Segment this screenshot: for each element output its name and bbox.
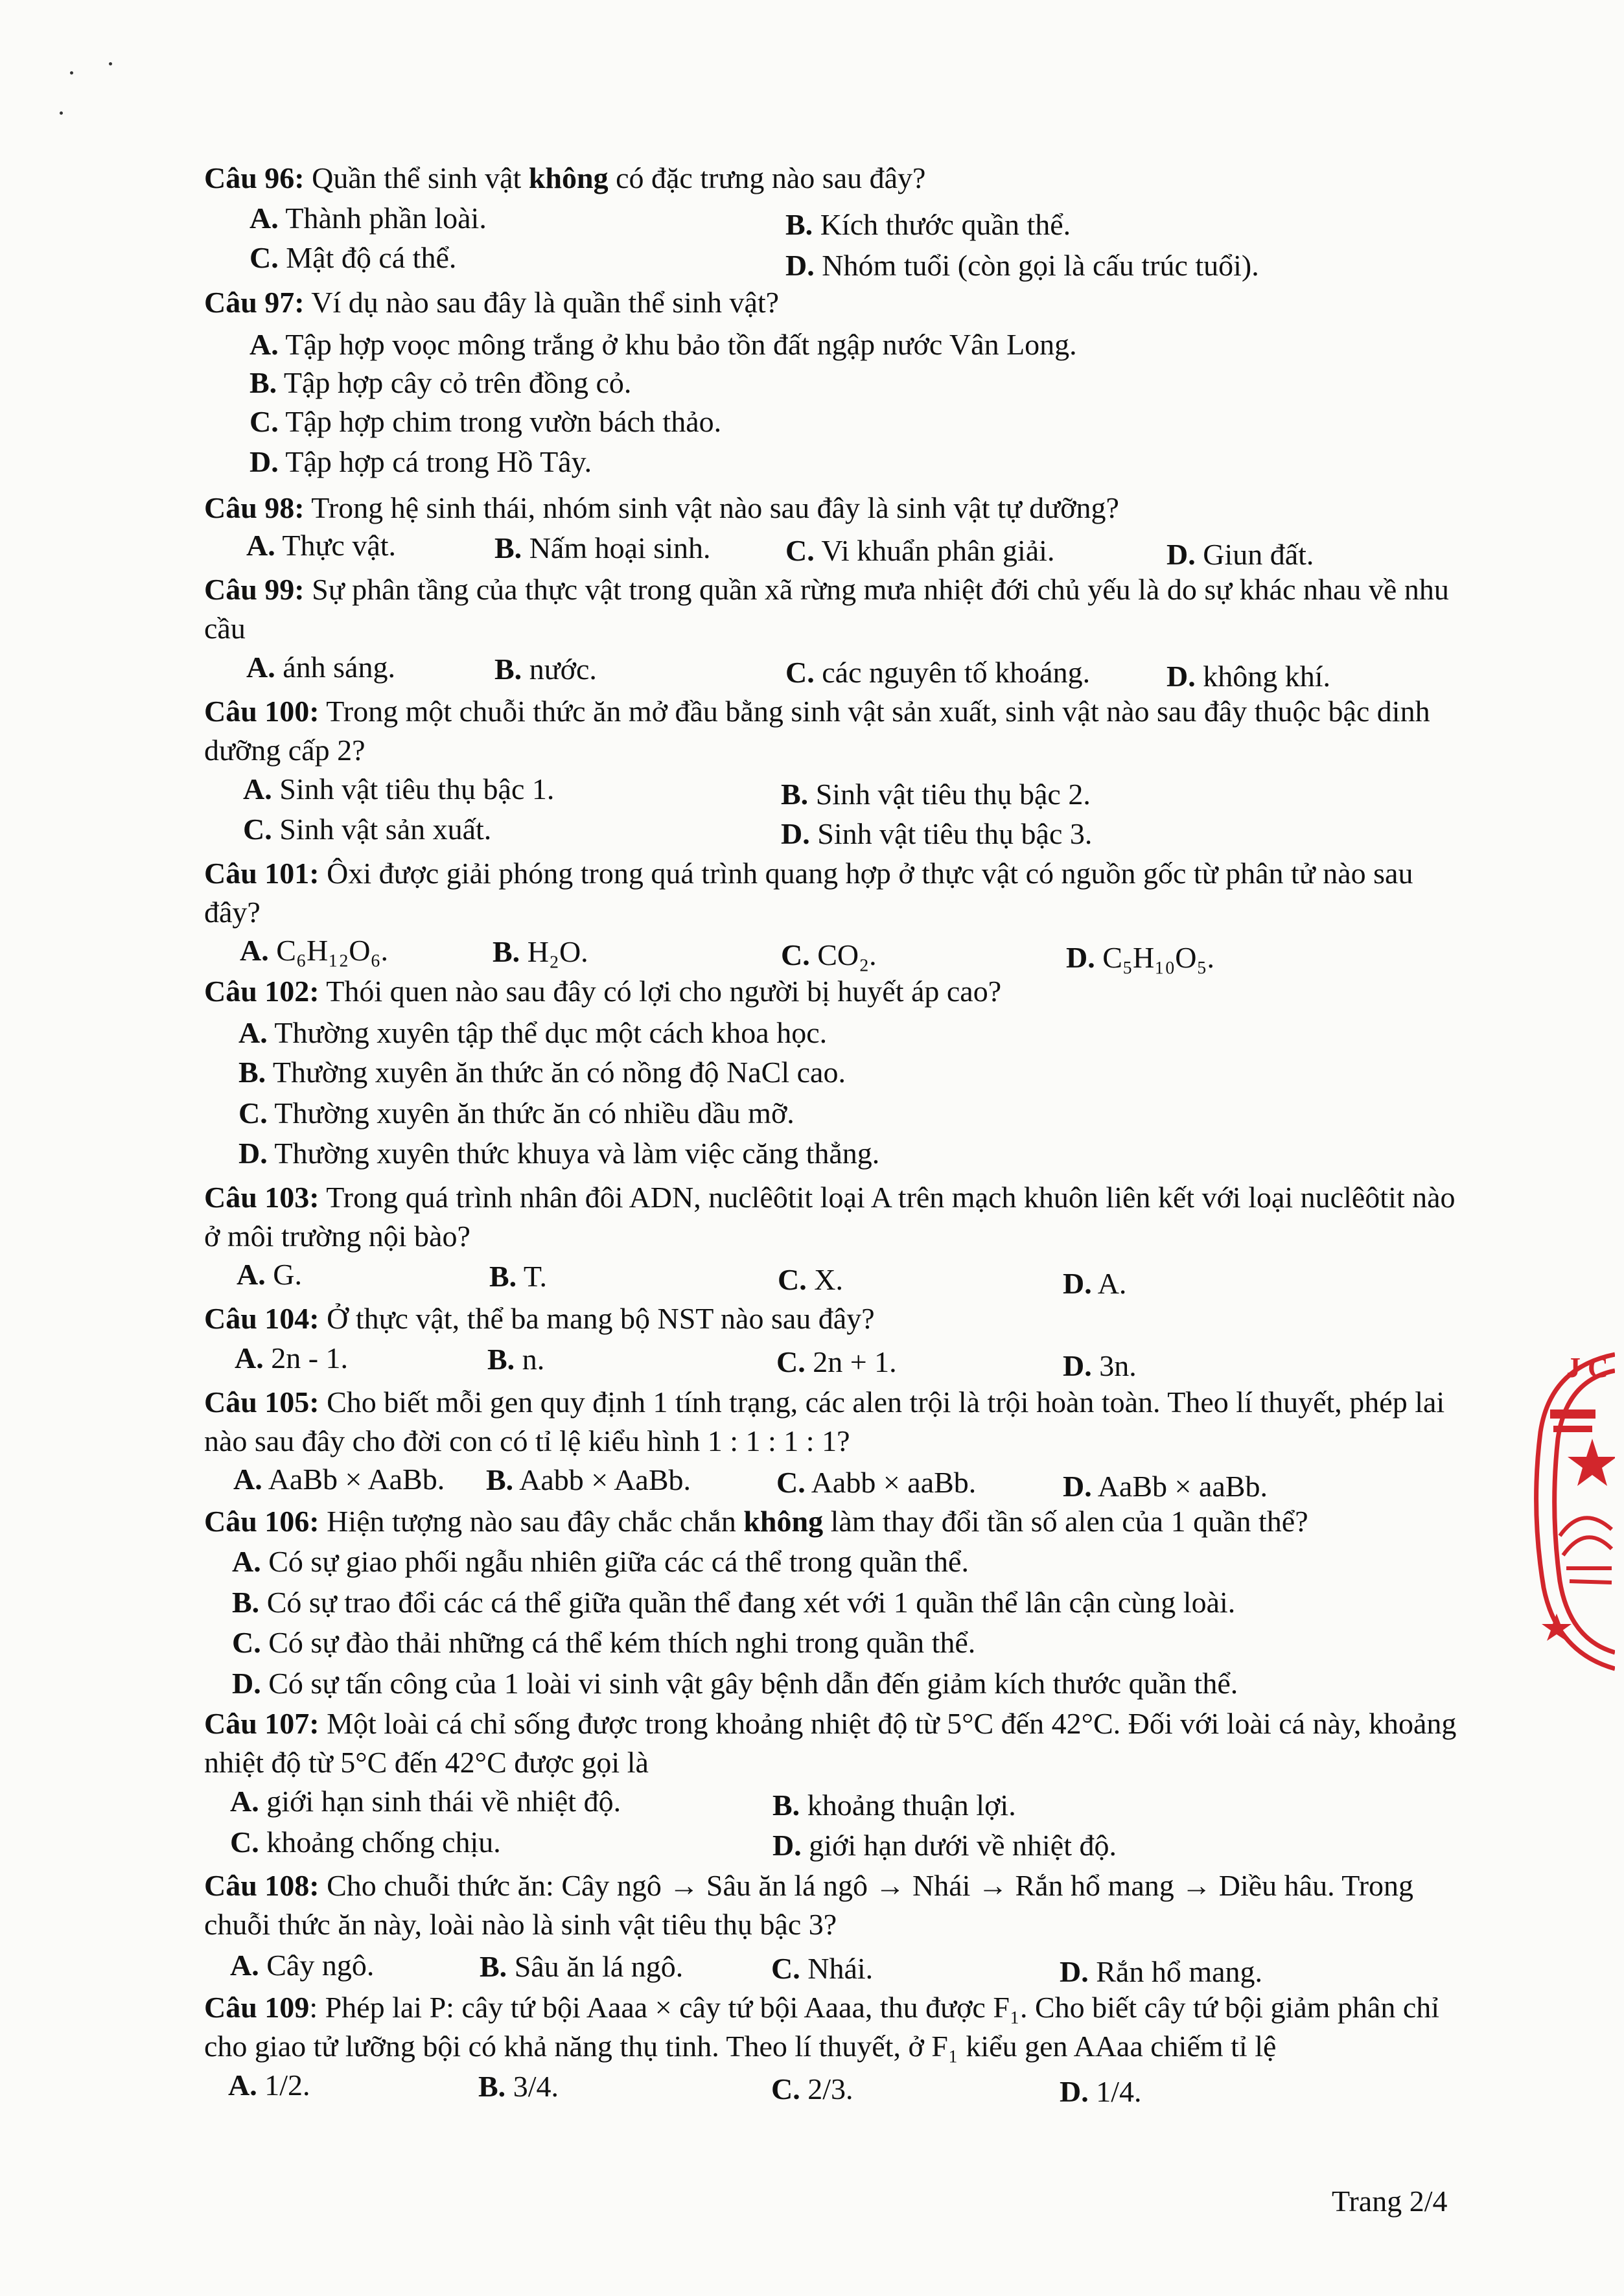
option-97-b: B. Tập hợp cây cỏ trên đồng cỏ. <box>249 366 632 399</box>
option-108-d: D. Rắn hổ mang. <box>1060 1955 1263 1988</box>
option-100-a: A. Sinh vật tiêu thụ bậc 1. <box>243 772 555 806</box>
svg-text:J C: J C <box>1566 1352 1608 1384</box>
option-103-d: D. A. <box>1063 1267 1127 1300</box>
option-101-a: A. C₆H₁₂O₆. <box>240 934 389 967</box>
seal-stamp-icon <box>1531 1341 1615 1678</box>
option-97-d: D. Tập hợp cá trong Hồ Tây. <box>249 445 592 478</box>
question-101: Câu 101: Ôxi được giải phóng trong quá trình quang hợp ở thực vật có nguồn gốc từ phân tử nào sau đây? <box>204 857 1413 929</box>
question-105: Câu 105: Cho biết mỗi gen quy định 1 tính trạng, các alen trội là trội hoàn toàn. Theo lí thuyết, phép lai nào sau đây cho đời con có tỉ lệ kiểu hình 1 : 1 : 1 : 1? <box>204 1386 1445 1457</box>
option-105-c: C. Aabb × aaBb. <box>776 1466 977 1499</box>
option-109-b: B. 3/4. <box>478 2070 559 2103</box>
question-102: Câu 102: Thói quen nào sau đây có lợi cho người bị huyết áp cao? <box>204 975 1002 1008</box>
option-106-d: D. Có sự tấn công của 1 loài vi sinh vật gây bệnh dẫn đến giảm kích thước quần thể. <box>232 1667 1238 1700</box>
option-96-d: D. Nhóm tuổi (còn gọi là cấu trúc tuổi). <box>785 249 1259 282</box>
option-98-a: A. Thực vật. <box>246 529 397 562</box>
question-109: Câu 109: Phép lai P: cây tứ bội Aaaa × cây tứ bội Aaaa, thu được F₁. Cho biết cây tứ bội giảm phân chỉ cho giao tử lưỡng bội có khả năng thụ tinh. Theo lí thuyết, ở F₁ kiểu gen AAaa chiếm tỉ lệ <box>204 1991 1440 2063</box>
option-103-c: C. X. <box>778 1263 843 1296</box>
question-107: Câu 107: Một loài cá chỉ sống được trong khoảng nhiệt độ từ 5°C đến 42°C. Đối với loài cá này, khoảng nhiệt độ từ 5°C đến 42°C được gọi là <box>204 1707 1457 1779</box>
option-109-a: A. 1/2. <box>228 2069 310 2102</box>
option-102-a: A. Thường xuyên tập thể dục một cách khoa học. <box>238 1016 828 1049</box>
option-108-a: A. Cây ngô. <box>230 1949 375 1982</box>
option-107-c: C. khoảng chống chịu. <box>230 1826 501 1859</box>
question-99: Câu 99: Sự phân tầng của thực vật trong quần xã rừng mưa nhiệt đới chủ yếu là do sự khác nhau về nhu cầu <box>204 573 1449 645</box>
option-101-c: C. CO₂. <box>781 938 877 971</box>
speck <box>70 71 73 75</box>
option-101-b: B. H₂O. <box>493 935 588 968</box>
option-99-d: D. không khí. <box>1166 660 1331 693</box>
option-102-b: B. Thường xuyên ăn thức ăn có nồng độ NaCl cao. <box>238 1056 846 1089</box>
question-103: Câu 103: Trong quá trình nhân đôi ADN, nuclêôtit loại A trên mạch khuôn liên kết với loại nuclêôtit nào ở môi trường nội bào? <box>204 1181 1456 1253</box>
option-103-a: A. G. <box>237 1258 302 1291</box>
option-104-c: C. 2n + 1. <box>776 1345 897 1378</box>
option-99-c: C. các nguyên tố khoáng. <box>785 656 1091 689</box>
option-107-d: D. giới hạn dưới về nhiệt độ. <box>772 1829 1117 1862</box>
option-98-c: C. Vi khuẩn phân giải. <box>785 534 1055 567</box>
option-100-c: C. Sinh vật sản xuất. <box>243 813 492 846</box>
question-100: Câu 100: Trong một chuỗi thức ăn mở đầu bằng sinh vật sản xuất, sinh vật nào sau đây thuộc bậc dinh dưỡng cấp 2? <box>204 695 1430 767</box>
option-96-a: A. Thành phần loài. <box>249 202 487 235</box>
option-109-c: C. 2/3. <box>771 2072 853 2105</box>
option-109-d: D. 1/4. <box>1060 2075 1142 2108</box>
option-108-b: B. Sâu ăn lá ngô. <box>480 1950 684 1983</box>
question-106: Câu 106: Hiện tượng nào sau đây chắc chắn không làm thay đổi tần số alen của 1 quần thể? <box>204 1505 1308 1538</box>
option-98-d: D. Giun đất. <box>1166 538 1314 571</box>
option-106-c: C. Có sự đào thải những cá thể kém thích nghi trong quần thể. <box>232 1626 976 1659</box>
question-96: Câu 96: Quần thể sinh vật không có đặc trưng nào sau đây? <box>204 161 926 194</box>
option-99-b: B. nước. <box>494 653 597 686</box>
speck <box>60 111 63 115</box>
option-107-b: B. khoảng thuận lợi. <box>772 1789 1016 1822</box>
question-108: Câu 108: Cho chuỗi thức ăn: Cây ngô → Sâu ăn lá ngô → Nhái → Rắn hổ mang → Diều hâu. Trong chuỗi thức ăn này, loài nào là sinh vật tiêu thụ bậc 3? <box>204 1869 1414 1941</box>
option-96-c: C. Mật độ cá thể. <box>249 241 457 274</box>
option-108-c: C. Nhái. <box>771 1952 874 1985</box>
page-number: Trang 2/4 <box>1332 2185 1448 2218</box>
question-97: Câu 97: Ví dụ nào sau đây là quần thể sinh vật? <box>204 286 780 319</box>
question-104: Câu 104: Ở thực vật, thể ba mang bộ NST nào sau đây? <box>204 1302 875 1335</box>
option-96-b: B. Kích thước quần thể. <box>785 208 1071 241</box>
option-99-a: A. ánh sáng. <box>246 651 395 684</box>
option-100-d: D. Sinh vật tiêu thụ bậc 3. <box>781 817 1093 850</box>
option-98-b: B. Nấm hoại sinh. <box>494 531 711 564</box>
option-106-a: A. Có sự giao phối ngẫu nhiên giữa các cá thể trong quần thể. <box>232 1545 969 1578</box>
option-97-c: C. Tập hợp chim trong vườn bách thảo. <box>249 405 722 438</box>
option-97-a: A. Tập hợp voọc mông trắng ở khu bảo tồn đất ngập nước Vân Long. <box>249 328 1077 361</box>
option-106-b: B. Có sự trao đổi các cá thể giữa quần thể đang xét với 1 quần thể lân cận cùng loài. <box>232 1586 1236 1619</box>
question-98: Câu 98: Trong hệ sinh thái, nhóm sinh vật nào sau đây là sinh vật tự dưỡng? <box>204 491 1119 524</box>
option-100-b: B. Sinh vật tiêu thụ bậc 2. <box>781 778 1091 811</box>
option-102-d: D. Thường xuyên thức khuya và làm việc căng thẳng. <box>238 1137 880 1170</box>
option-105-b: B. Aabb × AaBb. <box>486 1463 691 1496</box>
option-104-d: D. 3n. <box>1063 1349 1137 1382</box>
option-107-a: A. giới hạn sinh thái về nhiệt độ. <box>230 1785 621 1818</box>
option-104-a: A. 2n - 1. <box>235 1341 349 1374</box>
option-104-b: B. n. <box>487 1343 545 1376</box>
option-102-c: C. Thường xuyên ăn thức ăn có nhiều dầu mỡ. <box>238 1096 795 1130</box>
option-105-d: D. AaBb × aaBb. <box>1063 1470 1268 1503</box>
option-103-b: B. T. <box>489 1260 548 1293</box>
option-105-a: A. AaBb × AaBb. <box>233 1463 445 1496</box>
speck <box>109 62 112 65</box>
option-101-d: D. C₅H₁₀O₅. <box>1066 941 1215 974</box>
